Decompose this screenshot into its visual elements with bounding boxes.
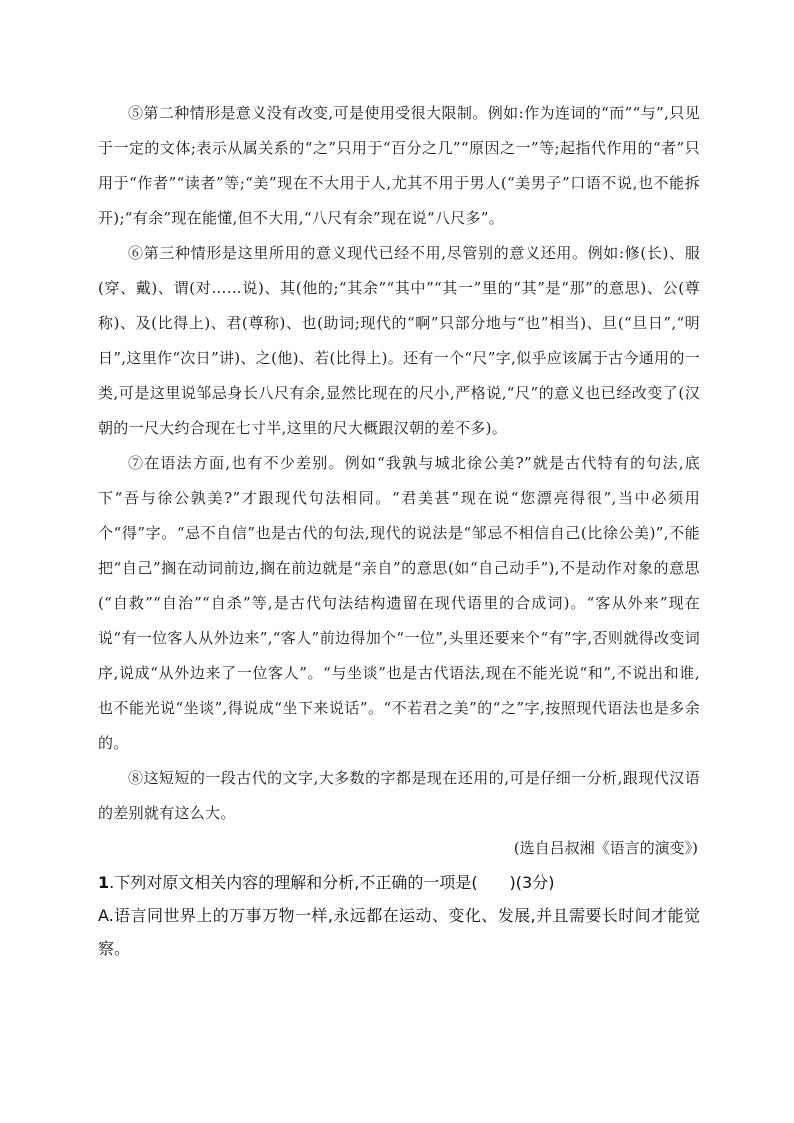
question-stem bbox=[98, 866, 700, 899]
document-page bbox=[98, 96, 700, 965]
question-text: .下列对原文相关内容的理解和分析,不正确的一项是( )(3分) bbox=[109, 873, 555, 892]
paragraph-8: ⑧这短短的一段古代的文字,大多数的字都是现在还用的,可是仔细一分析,跟现代汉语的差别就有这么大。 bbox=[98, 769, 700, 822]
source-citation: (选自吕叔湘《语言的演变》) bbox=[513, 839, 698, 857]
question-number: 1 bbox=[98, 873, 110, 892]
option-a: A.语言同世界上的万事万物一样,永远都在运动、变化、发展,并且需要长时间才能觉察。 bbox=[98, 906, 700, 958]
paragraph-5: ⑤第二种情形是意义没有改变,可是使用受很大限制。例如:作为连词的“而”“与”,只见于一定的文体;表示从属关系的“之”只用于“百分之几”“原因之一”等;起指代作用的“者”只用于“作者”“读者”等;“美”现在不大用于人,尤其不用于男人(“美男子”口语不说,也不能拆开);“有余”现在能懂,但不大用,“八尺有余”现在说“八尺多”。 bbox=[98, 104, 700, 227]
paragraph-7: ⑦在语法方面,也有不少差别。例如“我孰与城北徐公美?”就是古代特有的句法,底下“吾与徐公孰美?”才跟现代句法相同。“君美甚”现在说“您漂亮得很”,当中必须用个“得”字。“忌不自信”也是古代的句法,现代的说法是“邹忌不相信自己(比徐公美)”,不能把“自己”搁在动词前边,搁在前边就是“亲自”的意思(如“自己动手”),不是动作对象的意思(“自救”“自治”“自杀”等,是古代句法结构遗留在现代语里的合成词)。“客从外来”现在说“有一位客人从外边来”,“客人”前边得加个“一位”,头里还要来个“有”字,否则就得改变词序,说成“从外边来了一位客人”。“与坐谈”也是古代语法,现在不能光说“和”,不说出和谁,也不能光说“坐谈”,得说成“坐下来说话”。“不若君之美”的“之”字,按照现代语法也是多余的。 bbox=[98, 454, 700, 752]
paragraph-6: ⑥第三种情形是这里所用的意义现代已经不用,尽管别的意义还用。例如:修(长)、服(穿、戴)、谓(对……说)、其(他的;“其余”“其中”“其一”里的“其”是“那”的意思)、公(尊称)、及(比得上)、君(尊称)、也(助词;现代的“啊”只部分地与“也”相当)、旦(“旦日”,“明日”,这里作“次日”讲)、之(他)、若(比得上)。还有一个“尺”字,似乎应该属于古今通用的一类,可是这里说邹忌身长八尺有余,显然比现在的尺小,严格说,“尺”的意义也已经改变了(汉朝的一尺大约合现在七寸半,这里的尺大概跟汉朝的差不多)。 bbox=[98, 244, 700, 437]
